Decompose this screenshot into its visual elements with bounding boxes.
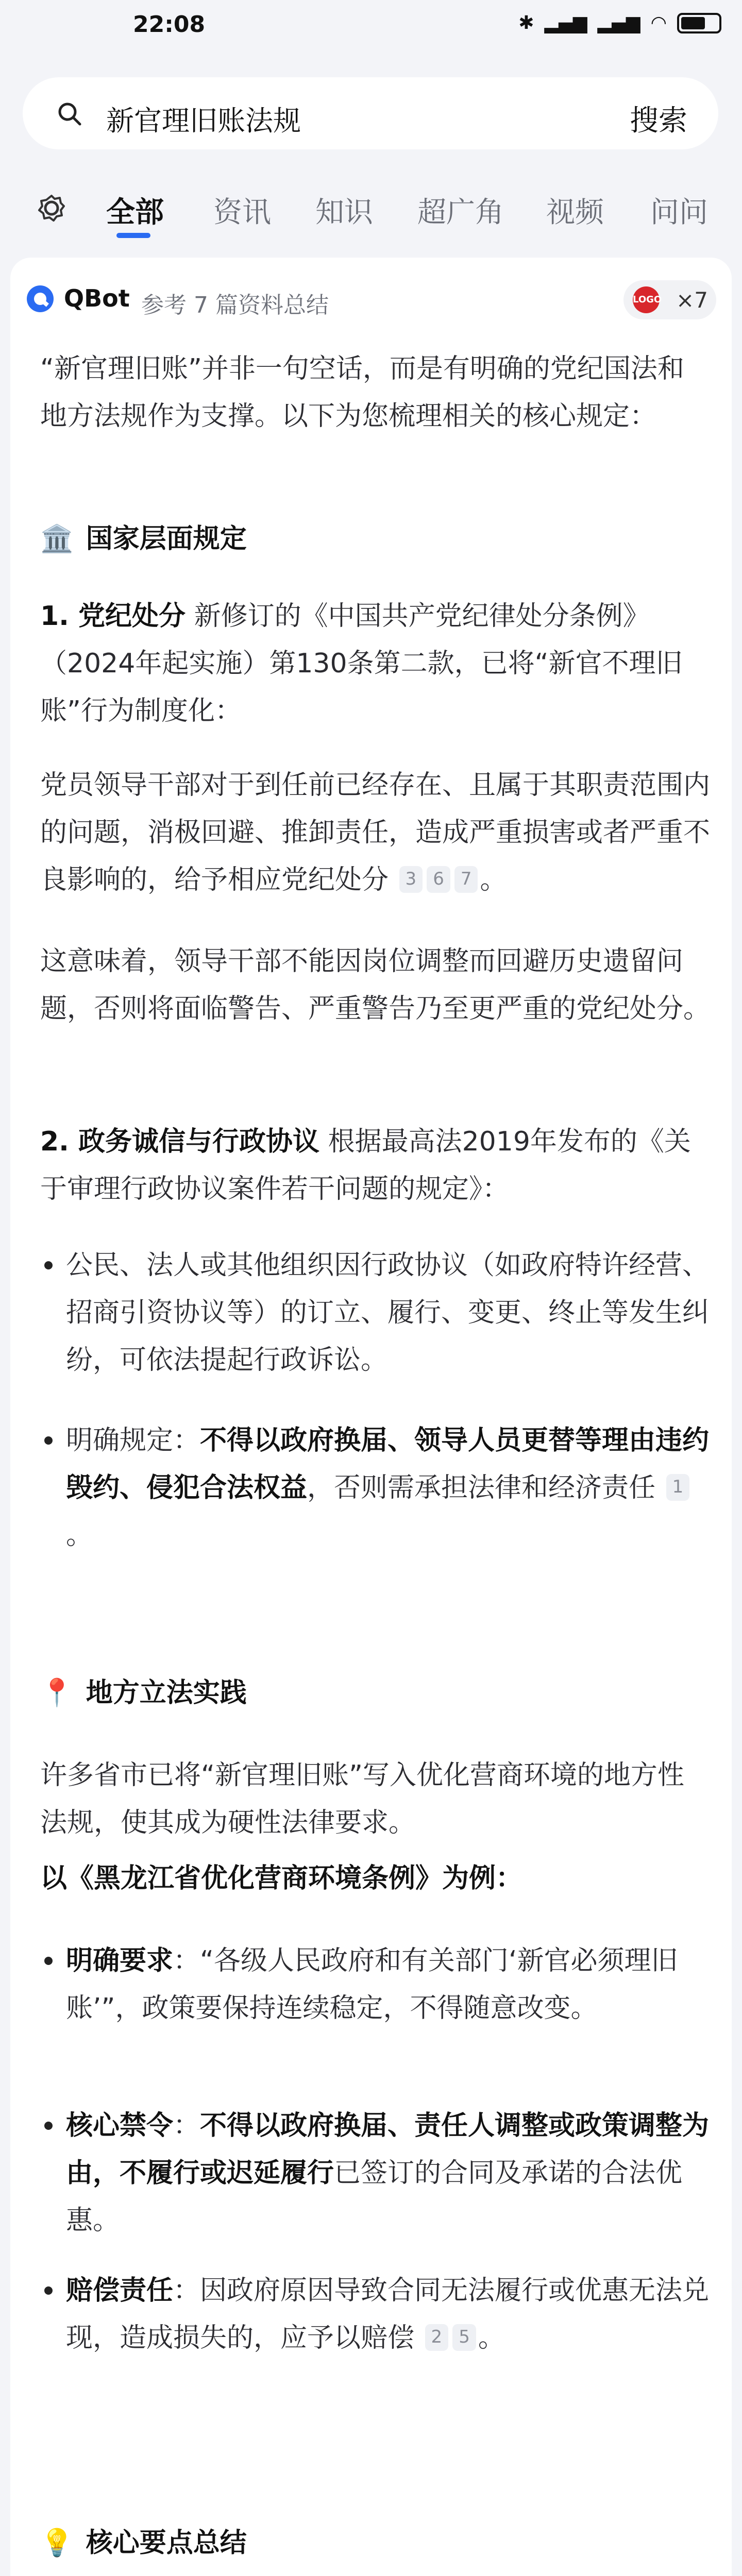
source-count: ×7	[676, 287, 708, 313]
item-party-discipline: 1. 党纪处分 新修订的《中国共产党纪律处分条例》（2024年起实施）第130条第二款，已将“新官不理旧账”行为制度化：	[40, 601, 683, 726]
search-icon	[57, 101, 82, 127]
signal-icon: ▂▄▆	[544, 12, 587, 33]
source-logo-icon: LOGO	[633, 286, 660, 313]
qbot-answer-card	[10, 258, 732, 2576]
status-time: 22:08	[133, 11, 206, 38]
bullet-no-default: 明确规定：不得以政府换届、领导人员更替等理由违约毁约、侵犯合法权益，否则需承担法律和经济责任 1。	[66, 1417, 710, 1559]
reference-chip[interactable]: 3	[399, 866, 423, 893]
bullet-lawsuit: 公民、法人或其他组织因行政协议（如政府特许经营、招商引资协议等）的订立、履行、变更、终止等发生纠纷，可依法提起行政诉讼。	[66, 1242, 710, 1384]
reference-chip[interactable]: 1	[666, 1474, 690, 1501]
location-pin-icon: 📍	[40, 1677, 74, 1708]
section-summary-title: 💡 核心要点总结	[40, 2519, 247, 2567]
lightbulb-icon: 💡	[40, 2528, 74, 2558]
local-intro: 许多省市已将“新官理旧账”写入优化营商环境的地方性法规，使其成为硬性法律要求。	[40, 1760, 684, 1838]
reference-chip[interactable]: 5	[452, 2324, 476, 2351]
qbot-logo-icon	[26, 284, 55, 313]
tab-bar	[0, 170, 742, 242]
qbot-name: QBot	[64, 284, 130, 312]
tab-active-indicator	[116, 233, 150, 238]
tab-wide-angle[interactable]: 超广角	[417, 196, 504, 229]
tab-news[interactable]: 资讯	[213, 196, 271, 229]
signal-icon: ▂▄▆	[597, 12, 640, 33]
qbot-header	[26, 280, 716, 316]
status-icons	[518, 12, 721, 33]
settings-icon[interactable]	[36, 193, 67, 224]
tab-knowledge[interactable]: 知识	[315, 196, 373, 229]
bullet-requirement: 明确要求：“各级人民政府和有关部门‘新官必须理旧账’”，政策要保持连续稳定，不得随意改变。	[66, 1937, 710, 2032]
tab-ask[interactable]: 问问	[650, 196, 708, 229]
section-national-title: 🏛️ 国家层面规定	[40, 515, 247, 563]
reference-chip[interactable]: 6	[427, 866, 450, 893]
battery-icon	[677, 13, 721, 33]
item-administrative-agreement: 2. 政务诚信与行政协议 根据最高法2019年发布的《关于审理行政协议案件若干问题的规定》：	[40, 1126, 691, 1205]
reference-chip[interactable]: 2	[425, 2324, 449, 2351]
qbot-reference-summary[interactable]: 参考 7 篇资料总结	[141, 292, 329, 318]
regulation-quote: 党员领导干部对于到任前已经存在、且属于其职责范围内的问题，消极回避、推卸责任，造成严重损害或者严重不良影响的，给予相应党纪处分 3 6 7 。	[40, 770, 711, 895]
tab-video[interactable]: 视频	[546, 196, 604, 229]
search-input[interactable]: 新官理旧账法规	[106, 105, 301, 137]
intro-paragraph: “新官理旧账”并非一句空话，而是有明确的党纪国法和地方法规作为支撑。以下为您梳理相关的核心规定：	[40, 353, 684, 432]
bullet-compensation: 赔偿责任：因政府原因导致合同无法履行或优惠无法兑现，造成损失的，应予以赔偿 2 5 。	[66, 2267, 710, 2362]
example-title: 以《黑龙江省优化营商环境条例》为例：	[40, 1863, 523, 1894]
bullet-prohibition: 核心禁令：不得以政府换届、责任人调整或政策调整为由，不履行或迟延履行已签订的合同及承诺的合法优惠。	[66, 2102, 710, 2244]
discipline-note: 这意味着，领导干部不能因岗位调整而回避历史遗留问题，否则将面临警告、严重警告乃至更严重的党纪处分。	[40, 946, 711, 1024]
search-button[interactable]: 搜索	[630, 104, 687, 138]
section-local-title: 📍 地方立法实践	[40, 1669, 247, 1717]
reference-chip[interactable]: 7	[454, 866, 478, 893]
status-bar	[0, 0, 742, 45]
wifi-icon: ◠	[650, 12, 667, 33]
search-bar[interactable]	[23, 77, 718, 149]
source-badge[interactable]	[623, 280, 716, 319]
bluetooth-icon: ✱	[518, 12, 534, 33]
government-building-icon: 🏛️	[40, 523, 74, 554]
tab-all[interactable]: 全部	[106, 196, 164, 229]
